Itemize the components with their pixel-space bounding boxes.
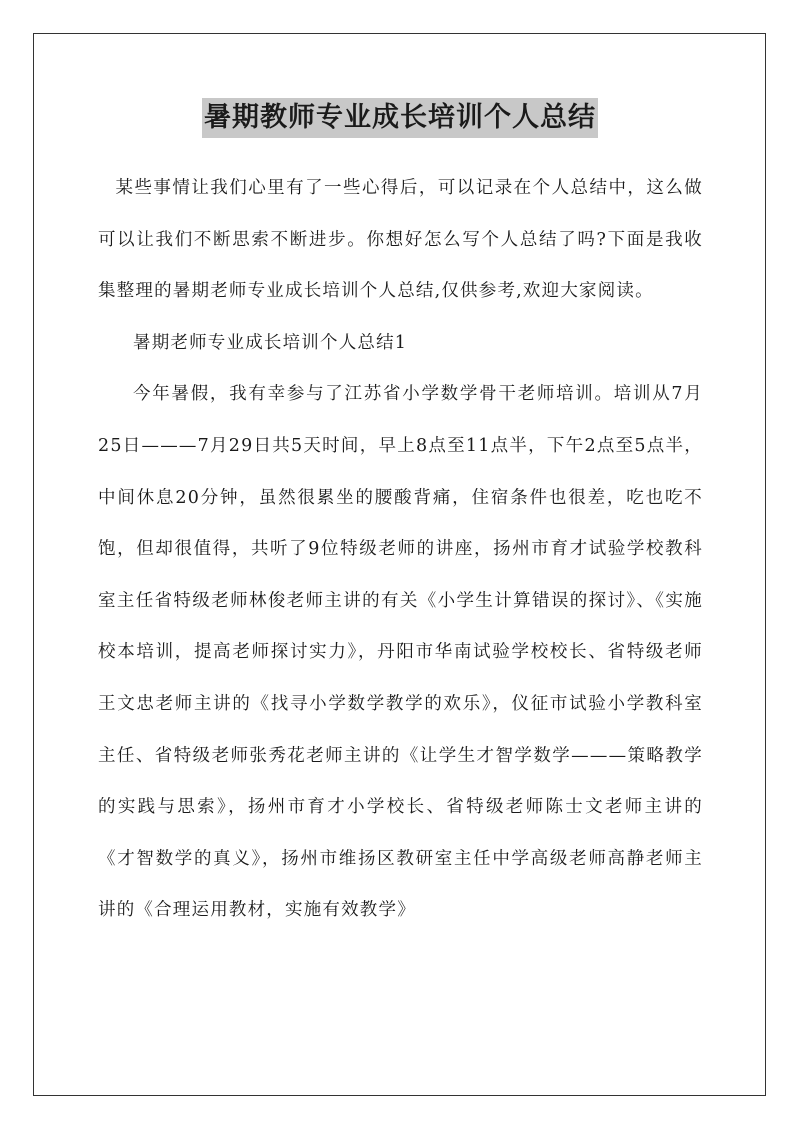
body-paragraph: 今年暑假，我有幸参与了江苏省小学数学骨干老师培训。培训从7月25日———7月29日共5天时间，早上8点至11点半，下午2点至5点半，中间休息20分钟，虽然很累坐的腰酸背痛，住宿条件也很差，吃也吃不饱，但却很值得，共听了9位特级老师的讲座，扬州市育才试验学校教科室主任省特级老师林俊老师主讲的有关《小学生计算错误的探讨》、《实施校本培训，提高老师探讨实力》，丹阳市华南试验学校校长、省特级老师王文忠老师主讲的《找寻小学数学教学的欢乐》，仪征市试验小学教科室主任、省特级老师张秀花老师主讲的《让学生才智学数学———策略教学的实践与思索》，扬州市育才小学校长、省特级老师陈士文老师主讲的《才智数学的真义》，扬州市维扬区教研室主任中学高级老师高静老师主讲的《合理运用教材，实施有效教学》 bbox=[98, 384, 703, 921]
document-body bbox=[98, 163, 703, 937]
section-heading: 暑期老师专业成长培训个人总结1 bbox=[133, 332, 408, 353]
title-container bbox=[0, 98, 800, 138]
document-title: 暑期教师专业成长培训个人总结 bbox=[202, 98, 598, 138]
intro-paragraph: 某些事情让我们心里有了一些心得后，可以记录在个人总结中，这么做可以让我们不断思索不断进步。你想好怎么写个人总结了吗?下面是我收集整理的暑期老师专业成长培训个人总结,仅供参考,欢迎大家阅读。 bbox=[98, 178, 703, 302]
